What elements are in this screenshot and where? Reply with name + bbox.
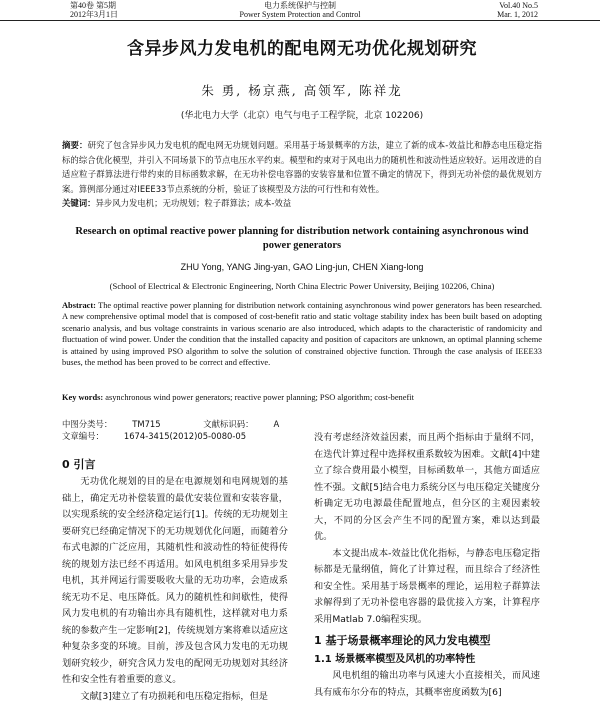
section-1-heading: 1 基于场景概率理论的风力发电模型 [314, 634, 491, 647]
article-no-label: 文章编号： [62, 431, 104, 441]
keywords-cn-label: 关键词： [62, 198, 96, 208]
clc-field [62, 418, 181, 430]
body-paragraph: 无功优化规划的目的是在电源规划和电网规划的基础上，确定无功补偿装置的最优安装位置和安装容量，以实现系统的安全经济稳定运行[1]。传统的无功规划主要研究已经确定情况下的无功规划优化问题，而随着分布式电源的广泛应用，其随机性和波动性的特征使得传统的规划方法已经不再适用。如风电机组多采用异步发电机，其并网运行需要吸收大量的无功功率，会造成系统无功不足、电压降低。风力的随机性和间歇性，使得风力发电机的有功输出亦具有随机性，这样就对电力系统的参数产生一定影响[2]，传统规划方案将难以适应这种复杂多变的环境。目前，涉及包含风力发电的无功规划研究较少，研究含风力发电的配网无功规划对其经济性和安全性有着重要的意义。 [62, 476, 288, 685]
section-0-heading: 0 引言 [62, 458, 96, 471]
body-left-column [62, 456, 288, 705]
clc-label: 中图分类号： [62, 419, 113, 429]
body-paragraph: 没有考虑经济效益因素，而且两个指标由于量纲不同，在迭代计算过程中选择权重系数较为困难。文献[4]中建立了综合费用最小模型，目标函数单一，其他方面适应性不强。文献[5]结合电力系统分区与电压稳定关键度分析确定无功电源最佳配置地点，但分区的主观因素较大，不同的分区会产生不同的配置方案，难以达到最优。 [314, 432, 540, 542]
abstract-en [62, 300, 542, 368]
keywords-cn-text: 异步风力发电机；无功规划；粒子群算法；成本-效益 [95, 198, 292, 208]
doc-code-label: 文献标识码： [203, 419, 254, 429]
abstract-en-label: Abstract: [62, 301, 96, 310]
keywords-en-text: asynchronous wind power generators; reactive power planning; PSO algorithm; cost-benefit [105, 393, 414, 402]
article-no-field [62, 430, 266, 442]
doc-code-field [203, 418, 299, 430]
title-cn: 含异步风力发电机的配电网无功优化规划研究 [127, 39, 477, 59]
abstract-en-text: The optimal reactive power planning for distribution network containing asynchronous wind power generators has been researched. A new comprehensive optimal model that is composed of cost-benefit ratio and static voltage stability index has been built based on adopting scenario analysis, and bus voltage constraints in various scenario are also introduced, which adapts to the characteristic of randomicity and fluctuation of wind power. Under the condition that the installed capacity and position of capacitors are unknown, an optimal planning scheme is attained by using improved PSO algorithm to solve the solution of constrained objective function. Through the case analysis of IEEE33 buses, the method has been proved to be correct and effective. [62, 301, 542, 368]
header-volume: Vol.40 No.5 [499, 1, 538, 10]
header-issue: 第40卷 第5期 [70, 1, 116, 10]
journal-name-cn: 电力系统保护与控制 [264, 1, 336, 10]
authors-cn: 朱 勇, 杨京燕, 高领军, 陈祥龙 [201, 83, 403, 98]
title-en [62, 225, 542, 253]
body-paragraph: 风电机组的输出功率与风速大小直接相关，而风速具有威布尔分布的特点，其概率密度函数为[6] [314, 670, 540, 698]
abstract-cn-text: 研究了包含异步风力发电机的配电网无功规划问题。采用基于场景概率的方法，建立了新的成本-效益比和静态电压稳定指标的综合优化模型，并引入不同场景下的节点电压水平约束。模型和约束对于风电出力的随机性和波动性适应较好。运用改进的自适应粒子群算法进行带约束的目标函数求解，在无功补偿电容器的安装容量和位置不确定的情况下，得到无功补偿的最优规划方案。算例部分通过对IEEE33节点系统的分析，验证了该模型及方法的可行性和有效性。 [62, 140, 542, 194]
affiliation-en: (School of Electrical & Electronic Engineering, North China Electric Power University, Beijing 102206, China) [109, 281, 495, 291]
body-paragraph: 文献[3]建立了有功损耗和电压稳定指标，但是 [80, 690, 268, 702]
title-en-line1: Research on optimal reactive power planning for distribution network containing asynchronous wind [75, 226, 529, 237]
keywords-en [62, 393, 542, 402]
keywords-en-label: Key words: [62, 393, 104, 402]
clc-value: TM715 [132, 419, 161, 429]
title-en-line2: power generators [262, 240, 342, 251]
abstract-cn [62, 138, 542, 211]
header-right [497, 1, 538, 19]
article-no-value: 1674-3415(2012)05-0080-05 [123, 431, 247, 441]
affiliation-cn: (华北电力大学（北京）电气与电子工程学院，北京 102206) [180, 111, 424, 121]
journal-name-en: Power System Protection and Control [239, 10, 361, 19]
section-1-1-heading: 1.1 场景概率模型及风机的功率特性 [314, 654, 476, 665]
body-paragraph: 本文提出成本-效益比优化指标，与静态电压稳定指标都是无量纲值，简化了计算过程，而且综合了经济性和安全性。采用基于场景概率的理论，运用粒子群算法求解得到了无功补偿电容器的最优接入方案，计算程序采用Matlab 7.0编程实现。 [314, 547, 540, 625]
header-date-en: Mar. 1, 2012 [497, 10, 538, 19]
authors-en: ZHU Yong, YANG Jing-yan, GAO Ling-jun, CHEN Xiang-long [180, 262, 424, 272]
body-right-column [314, 430, 540, 701]
header-date: 2012年3月1日 [70, 10, 118, 19]
abstract-cn-label: 摘要： [62, 140, 88, 150]
journal-header [0, 0, 600, 21]
doc-code-value: A [273, 419, 280, 429]
